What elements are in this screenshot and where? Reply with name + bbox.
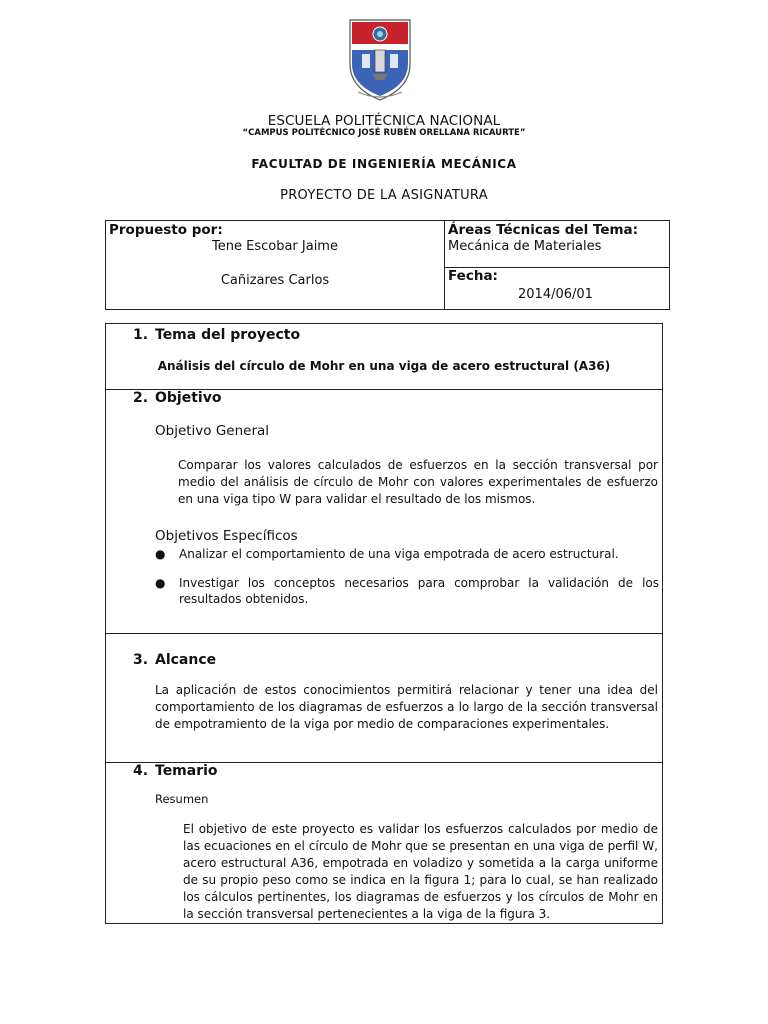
bullet-icon: ● [155, 547, 166, 561]
proposed-by-label: Propuesto por: [109, 222, 223, 238]
info-table [105, 220, 670, 310]
section-number: 3. [133, 652, 149, 668]
table-divider-vertical [444, 221, 445, 309]
sections-table [105, 323, 663, 924]
school-name: ESCUELA POLITÉCNICA NACIONAL [267, 113, 501, 129]
scope-text: La aplicación de estos conocimientos permitirá relacionar y tener una idea del comportamiento de los diagramas de esfuerzos a lo largo de la sección transversal de empotramiento de la viga por medio de comparaciones experimentales. [155, 683, 658, 731]
faculty-name: FACULTAD DE INGENIERÍA MECÁNICA [251, 157, 517, 171]
general-objective-text: Comparar los valores calculados de esfuerzos en la sección transversal por medio del análisis de círculo de Mohr con valores experimentales de esfuerzo en una viga tipo W para validar el resultado de los mismos. [178, 458, 658, 506]
areas-label: Áreas Técnicas del Tema: [448, 222, 639, 238]
author-2: Cañizares Carlos [220, 273, 330, 288]
section-number: 4. [133, 763, 149, 779]
summary-label: Resumen [155, 792, 209, 806]
project-topic: Análisis del círculo de Mohr en una viga de acero estructural (A36) [157, 359, 611, 373]
document-title: PROYECTO DE LA ASIGNATURA [280, 188, 488, 203]
section-temario-heading [133, 763, 218, 779]
specific-objective-item: ● Analizar el comportamiento de una viga empotrada de acero estructural. [155, 547, 619, 561]
specific-objectives-label: Objetivos Específicos [155, 528, 298, 544]
row-divider [106, 633, 662, 634]
section-title: Tema del proyecto [155, 327, 301, 343]
campus-name: “CAMPUS POLITÉCNICO JOSÉ RUBÉN ORELLANA RICAURTE” [242, 128, 526, 138]
areas-value: Mecánica de Materiales [448, 239, 602, 254]
specific-objective-item: ● Investigar los conceptos necesarios para comprobar la validación de los resultados obtenidos. [155, 576, 659, 606]
date-label: Fecha: [448, 268, 498, 284]
author-1: Tene Escobar Jaime [212, 239, 338, 254]
university-shield-logo [344, 16, 416, 102]
section-title: Objetivo [155, 390, 222, 406]
section-alcance-heading [133, 652, 216, 668]
section-title: Temario [155, 763, 218, 779]
bullet-icon: ● [155, 576, 166, 590]
section-tema-heading [133, 327, 300, 343]
section-title: Alcance [155, 652, 217, 668]
section-number: 1. [133, 327, 149, 343]
date-value: 2014/06/01 [518, 287, 593, 302]
section-number: 2. [133, 390, 149, 406]
general-objective-label: Objetivo General [155, 423, 270, 439]
section-objetivo-heading [133, 390, 221, 406]
summary-text: El objetivo de este proyecto es validar los esfuerzos calculados por medio de las ecuaciones en el círculo de Mohr que se presentan en una viga de perfil W, acero estructural A36, empotrada en voladizo y sometida a la carga uniforme de su propio peso como se indica en la figura 1; para lo cual, se han realizado los cálculos pertinentes, los diagramas de esfuerzos y los círculos de Mohr en la sección transversal pertenecientes a la viga de la figura 3. [183, 822, 658, 921]
